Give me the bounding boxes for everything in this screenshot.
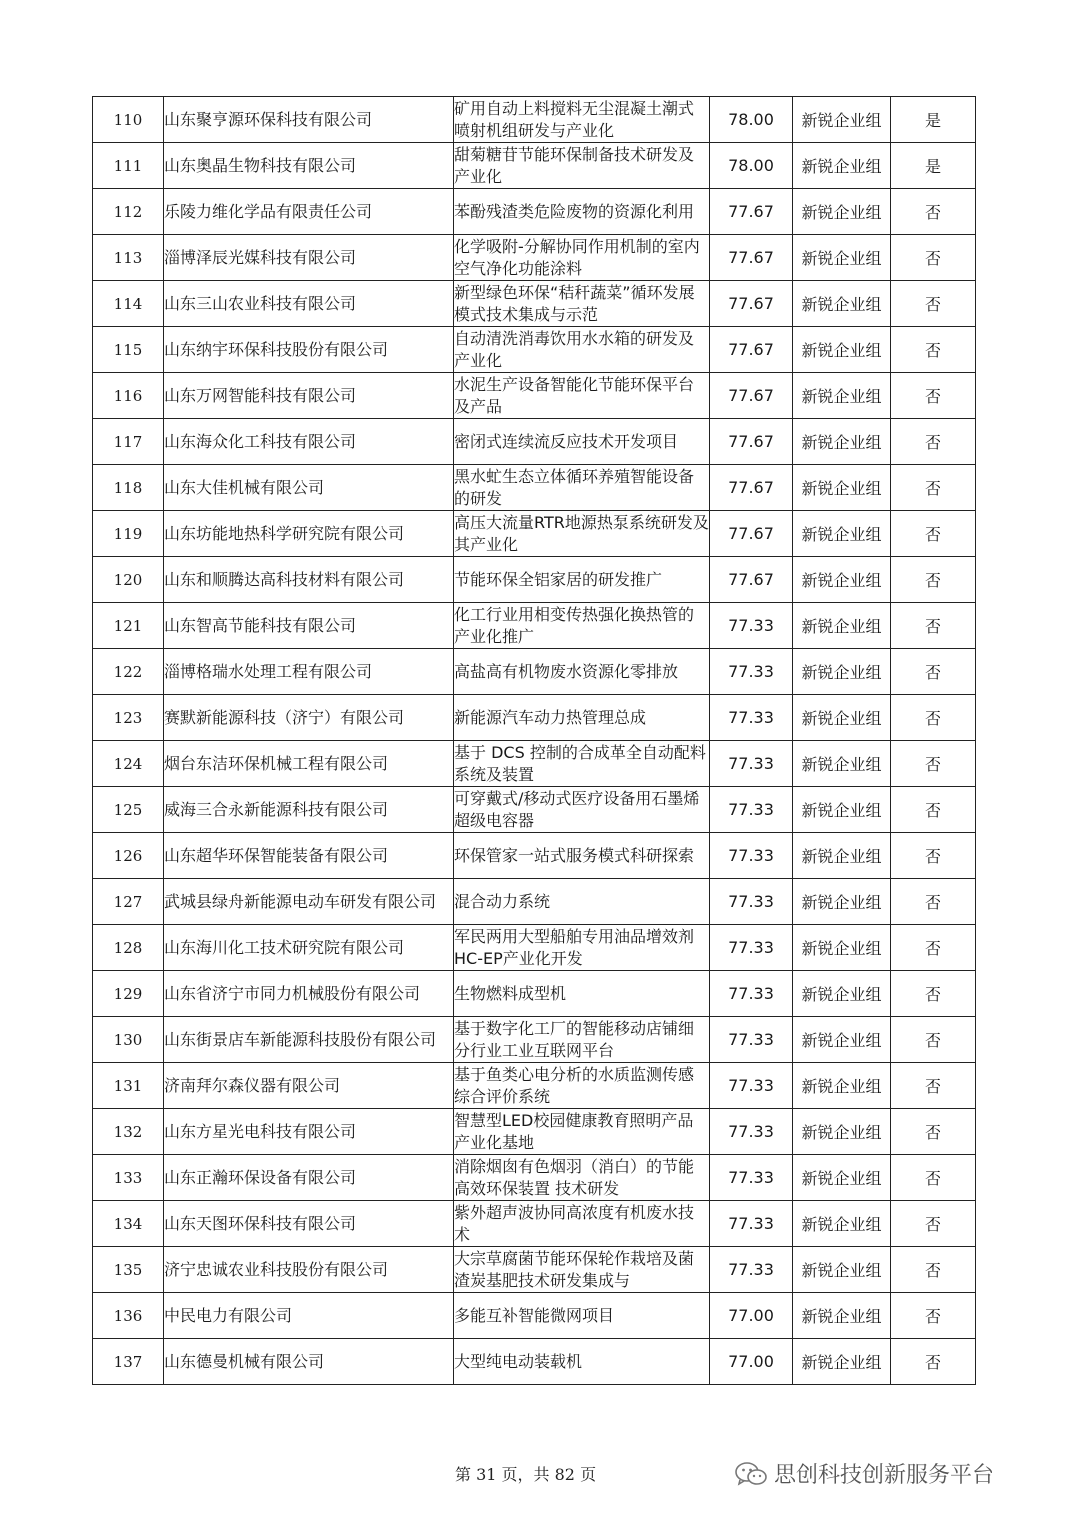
- table-row: [93, 1109, 976, 1155]
- group-name-cell: 新锐企业组: [793, 971, 891, 1017]
- score-cell: 77.33: [710, 787, 793, 833]
- project-name-cell: 矿用自动上料搅料无尘混凝土潮式喷射机组研发与产业化: [454, 97, 710, 143]
- group-name-cell: 新锐企业组: [793, 511, 891, 557]
- company-name-cell: 烟台东洁环保机械工程有限公司: [164, 741, 454, 787]
- row-number-cell: 125: [93, 787, 164, 833]
- project-name-cell: 大宗草腐菌节能环保轮作栽培及菌渣炭基肥技术研发集成与: [454, 1247, 710, 1293]
- company-name-cell: 济南拜尔森仪器有限公司: [164, 1063, 454, 1109]
- company-name-cell: 山东方星光电科技有限公司: [164, 1109, 454, 1155]
- group-name-cell: 新锐企业组: [793, 603, 891, 649]
- table-row: [93, 1063, 976, 1109]
- project-name-cell: 紫外超声波协同高浓度有机废水技术: [454, 1201, 710, 1247]
- score-cell: 77.33: [710, 971, 793, 1017]
- row-number-cell: 131: [93, 1063, 164, 1109]
- score-cell: 77.33: [710, 879, 793, 925]
- company-name-cell: 山东省济宁市同力机械股份有限公司: [164, 971, 454, 1017]
- company-name-cell: 山东三山农业科技有限公司: [164, 281, 454, 327]
- row-number-cell: 121: [93, 603, 164, 649]
- group-name-cell: 新锐企业组: [793, 235, 891, 281]
- group-name-cell: 新锐企业组: [793, 97, 891, 143]
- project-name-cell: 水泥生产设备智能化节能环保平台及产品: [454, 373, 710, 419]
- score-cell: 77.33: [710, 741, 793, 787]
- table-row: [93, 189, 976, 235]
- results-table-body: [93, 97, 976, 1385]
- row-number-cell: 113: [93, 235, 164, 281]
- score-cell: 77.67: [710, 327, 793, 373]
- score-cell: 77.00: [710, 1293, 793, 1339]
- row-number-cell: 114: [93, 281, 164, 327]
- project-name-cell: 军民两用大型船舶专用油品增效剂HC-EP产业化开发: [454, 925, 710, 971]
- row-number-cell: 119: [93, 511, 164, 557]
- company-name-cell: 山东海众化工科技有限公司: [164, 419, 454, 465]
- selected-flag-cell: 否: [891, 1201, 976, 1247]
- score-cell: 77.67: [710, 373, 793, 419]
- company-name-cell: 山东聚亨源环保科技有限公司: [164, 97, 454, 143]
- page-number: 第 31 页，共 82 页: [455, 1465, 597, 1484]
- score-cell: 77.67: [710, 189, 793, 235]
- project-name-cell: 大型纯电动装载机: [454, 1339, 710, 1385]
- score-cell: 78.00: [710, 97, 793, 143]
- project-name-cell: 基于鱼类心电分析的水质监测传感综合评价系统: [454, 1063, 710, 1109]
- table-row: [93, 971, 976, 1017]
- company-name-cell: 乐陵力维化学品有限责任公司: [164, 189, 454, 235]
- selected-flag-cell: 否: [891, 695, 976, 741]
- project-name-cell: 生物燃料成型机: [454, 971, 710, 1017]
- table-row: [93, 97, 976, 143]
- selected-flag-cell: 否: [891, 603, 976, 649]
- row-number-cell: 135: [93, 1247, 164, 1293]
- project-name-cell: 甜菊糖苷节能环保制备技术研发及产业化: [454, 143, 710, 189]
- table-row: [93, 1339, 976, 1385]
- project-name-cell: 化学吸附-分解协同作用机制的室内空气净化功能涂料: [454, 235, 710, 281]
- table-row: [93, 741, 976, 787]
- project-name-cell: 苯酚残渣类危险废物的资源化利用: [454, 189, 710, 235]
- selected-flag-cell: 否: [891, 787, 976, 833]
- group-name-cell: 新锐企业组: [793, 557, 891, 603]
- group-name-cell: 新锐企业组: [793, 1247, 891, 1293]
- score-cell: 77.67: [710, 419, 793, 465]
- selected-flag-cell: 否: [891, 419, 976, 465]
- row-number-cell: 111: [93, 143, 164, 189]
- table-row: [93, 1155, 976, 1201]
- selected-flag-cell: 否: [891, 557, 976, 603]
- selected-flag-cell: 否: [891, 1109, 976, 1155]
- company-name-cell: 武城县绿舟新能源电动车研发有限公司: [164, 879, 454, 925]
- project-name-cell: 高压大流量RTR地源热泵系统研发及其产业化: [454, 511, 710, 557]
- project-name-cell: 新能源汽车动力热管理总成: [454, 695, 710, 741]
- company-name-cell: 山东海川化工技术研究院有限公司: [164, 925, 454, 971]
- row-number-cell: 136: [93, 1293, 164, 1339]
- selected-flag-cell: 否: [891, 925, 976, 971]
- row-number-cell: 134: [93, 1201, 164, 1247]
- group-name-cell: 新锐企业组: [793, 1155, 891, 1201]
- selected-flag-cell: 否: [891, 833, 976, 879]
- company-name-cell: 山东正瀚环保设备有限公司: [164, 1155, 454, 1201]
- company-name-cell: 山东智高节能科技有限公司: [164, 603, 454, 649]
- selected-flag-cell: 否: [891, 511, 976, 557]
- row-number-cell: 133: [93, 1155, 164, 1201]
- row-number-cell: 128: [93, 925, 164, 971]
- group-name-cell: 新锐企业组: [793, 143, 891, 189]
- project-name-cell: 化工行业用相变传热强化换热管的产业化推广: [454, 603, 710, 649]
- project-name-cell: 高盐高有机物废水资源化零排放: [454, 649, 710, 695]
- row-number-cell: 132: [93, 1109, 164, 1155]
- project-name-cell: 多能互补智能微网项目: [454, 1293, 710, 1339]
- table-row: [93, 1201, 976, 1247]
- score-cell: 77.33: [710, 1247, 793, 1293]
- selected-flag-cell: 否: [891, 327, 976, 373]
- group-name-cell: 新锐企业组: [793, 695, 891, 741]
- table-row: [93, 235, 976, 281]
- group-name-cell: 新锐企业组: [793, 1293, 891, 1339]
- selected-flag-cell: 否: [891, 189, 976, 235]
- score-cell: 77.33: [710, 833, 793, 879]
- group-name-cell: 新锐企业组: [793, 189, 891, 235]
- project-name-cell: 混合动力系统: [454, 879, 710, 925]
- company-name-cell: 山东万网智能科技有限公司: [164, 373, 454, 419]
- score-cell: 77.33: [710, 1155, 793, 1201]
- company-name-cell: 赛默新能源科技（济宁）有限公司: [164, 695, 454, 741]
- project-name-cell: 节能环保全铝家居的研发推广: [454, 557, 710, 603]
- company-name-cell: 山东街景店车新能源科技股份有限公司: [164, 1017, 454, 1063]
- selected-flag-cell: 否: [891, 1247, 976, 1293]
- watermark: [734, 1458, 994, 1489]
- group-name-cell: 新锐企业组: [793, 1063, 891, 1109]
- table-row: [93, 833, 976, 879]
- score-cell: 77.33: [710, 925, 793, 971]
- table-row: [93, 1017, 976, 1063]
- group-name-cell: 新锐企业组: [793, 373, 891, 419]
- project-name-cell: 智慧型LED校园健康教育照明产品产业化基地: [454, 1109, 710, 1155]
- company-name-cell: 山东奥晶生物科技有限公司: [164, 143, 454, 189]
- table-row: [93, 603, 976, 649]
- score-cell: 77.33: [710, 1063, 793, 1109]
- company-name-cell: 中民电力有限公司: [164, 1293, 454, 1339]
- score-cell: 77.33: [710, 1017, 793, 1063]
- project-name-cell: 新型绿色环保“秸秆蔬菜”循环发展模式技术集成与示范: [454, 281, 710, 327]
- project-name-cell: 环保管家一站式服务模式科研探索: [454, 833, 710, 879]
- company-name-cell: 山东超华环保智能装备有限公司: [164, 833, 454, 879]
- group-name-cell: 新锐企业组: [793, 327, 891, 373]
- project-name-cell: 密闭式连续流反应技术开发项目: [454, 419, 710, 465]
- company-name-cell: 山东坊能地热科学研究院有限公司: [164, 511, 454, 557]
- table-row: [93, 695, 976, 741]
- row-number-cell: 129: [93, 971, 164, 1017]
- table-row: [93, 465, 976, 511]
- selected-flag-cell: 否: [891, 649, 976, 695]
- table-row: [93, 879, 976, 925]
- group-name-cell: 新锐企业组: [793, 281, 891, 327]
- wechat-icon: [734, 1461, 768, 1487]
- selected-flag-cell: 否: [891, 281, 976, 327]
- score-cell: 77.33: [710, 649, 793, 695]
- table-row: [93, 925, 976, 971]
- row-number-cell: 126: [93, 833, 164, 879]
- score-cell: 77.33: [710, 1201, 793, 1247]
- group-name-cell: 新锐企业组: [793, 833, 891, 879]
- score-cell: 77.00: [710, 1339, 793, 1385]
- results-table: [92, 96, 976, 1385]
- score-cell: 77.67: [710, 235, 793, 281]
- company-name-cell: 山东大佳机械有限公司: [164, 465, 454, 511]
- table-row: [93, 143, 976, 189]
- row-number-cell: 137: [93, 1339, 164, 1385]
- group-name-cell: 新锐企业组: [793, 1109, 891, 1155]
- company-name-cell: 山东纳宇环保科技股份有限公司: [164, 327, 454, 373]
- row-number-cell: 127: [93, 879, 164, 925]
- project-name-cell: 消除烟囱有色烟羽（消白）的节能高效环保装置 技术研发: [454, 1155, 710, 1201]
- company-name-cell: 威海三合永新能源科技有限公司: [164, 787, 454, 833]
- selected-flag-cell: 否: [891, 879, 976, 925]
- group-name-cell: 新锐企业组: [793, 1017, 891, 1063]
- company-name-cell: 山东和顺腾达高科技材料有限公司: [164, 557, 454, 603]
- group-name-cell: 新锐企业组: [793, 465, 891, 511]
- table-row: [93, 649, 976, 695]
- selected-flag-cell: 否: [891, 741, 976, 787]
- table-row: [93, 281, 976, 327]
- group-name-cell: 新锐企业组: [793, 1339, 891, 1385]
- score-cell: 77.33: [710, 603, 793, 649]
- company-name-cell: 淄博泽辰光媒科技有限公司: [164, 235, 454, 281]
- score-cell: 78.00: [710, 143, 793, 189]
- company-name-cell: 山东天图环保科技有限公司: [164, 1201, 454, 1247]
- selected-flag-cell: 是: [891, 143, 976, 189]
- company-name-cell: 济宁忠诚农业科技股份有限公司: [164, 1247, 454, 1293]
- selected-flag-cell: 否: [891, 1155, 976, 1201]
- project-name-cell: 可穿戴式/移动式医疗设备用石墨烯超级电容器: [454, 787, 710, 833]
- watermark-text: 思创科技创新服务平台: [774, 1463, 995, 1488]
- table-row: [93, 557, 976, 603]
- selected-flag-cell: 是: [891, 97, 976, 143]
- group-name-cell: 新锐企业组: [793, 741, 891, 787]
- group-name-cell: 新锐企业组: [793, 1201, 891, 1247]
- table-row: [93, 419, 976, 465]
- company-name-cell: 山东德曼机械有限公司: [164, 1339, 454, 1385]
- row-number-cell: 110: [93, 97, 164, 143]
- row-number-cell: 112: [93, 189, 164, 235]
- row-number-cell: 124: [93, 741, 164, 787]
- project-name-cell: 自动清洗消毒饮用水水箱的研发及产业化: [454, 327, 710, 373]
- row-number-cell: 130: [93, 1017, 164, 1063]
- group-name-cell: 新锐企业组: [793, 419, 891, 465]
- selected-flag-cell: 否: [891, 465, 976, 511]
- row-number-cell: 118: [93, 465, 164, 511]
- score-cell: 77.67: [710, 281, 793, 327]
- score-cell: 77.67: [710, 511, 793, 557]
- selected-flag-cell: 否: [891, 971, 976, 1017]
- group-name-cell: 新锐企业组: [793, 925, 891, 971]
- selected-flag-cell: 否: [891, 1017, 976, 1063]
- score-cell: 77.67: [710, 557, 793, 603]
- selected-flag-cell: 否: [891, 235, 976, 281]
- table-row: [93, 327, 976, 373]
- selected-flag-cell: 否: [891, 1293, 976, 1339]
- group-name-cell: 新锐企业组: [793, 649, 891, 695]
- row-number-cell: 123: [93, 695, 164, 741]
- table-row: [93, 511, 976, 557]
- project-name-cell: 基于 DCS 控制的合成革全自动配料系统及装置: [454, 741, 710, 787]
- score-cell: 77.33: [710, 1109, 793, 1155]
- table-row: [93, 373, 976, 419]
- row-number-cell: 115: [93, 327, 164, 373]
- row-number-cell: 122: [93, 649, 164, 695]
- selected-flag-cell: 否: [891, 373, 976, 419]
- table-row: [93, 1293, 976, 1339]
- score-cell: 77.67: [710, 465, 793, 511]
- selected-flag-cell: 否: [891, 1339, 976, 1385]
- group-name-cell: 新锐企业组: [793, 787, 891, 833]
- row-number-cell: 120: [93, 557, 164, 603]
- table-row: [93, 1247, 976, 1293]
- score-cell: 77.33: [710, 695, 793, 741]
- project-name-cell: 基于数字化工厂的智能移动店铺细分行业工业互联网平台: [454, 1017, 710, 1063]
- row-number-cell: 116: [93, 373, 164, 419]
- group-name-cell: 新锐企业组: [793, 879, 891, 925]
- table-row: [93, 787, 976, 833]
- project-name-cell: 黑水虻生态立体循环养殖智能设备的研发: [454, 465, 710, 511]
- company-name-cell: 淄博格瑞水处理工程有限公司: [164, 649, 454, 695]
- row-number-cell: 117: [93, 419, 164, 465]
- selected-flag-cell: 否: [891, 1063, 976, 1109]
